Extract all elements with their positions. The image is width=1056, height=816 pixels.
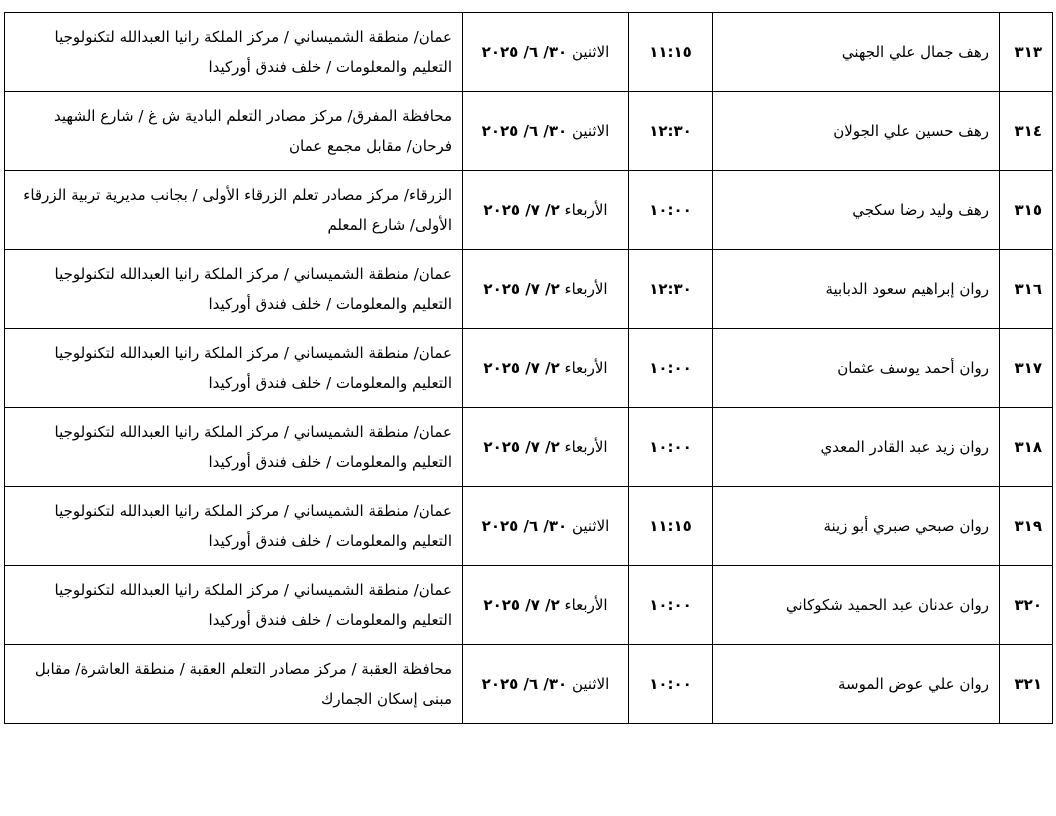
- row-number: ٣١٣: [1000, 13, 1053, 92]
- table-row: [5, 171, 1053, 250]
- exam-date-value: ٢/ ٧/ ٢٠٢٥: [483, 359, 560, 377]
- candidate-name: روان عدنان عبد الحميد شكوكاني: [713, 566, 1000, 645]
- exam-day: الأربعاء: [564, 201, 608, 219]
- table-row: [5, 487, 1053, 566]
- exam-date-value: ٣٠/ ٦/ ٢٠٢٥: [481, 675, 568, 693]
- candidate-name: روان صبحي صبري أبو زينة: [713, 487, 1000, 566]
- exam-date-value: ٢/ ٧/ ٢٠٢٥: [483, 201, 560, 219]
- exam-location: عمان/ منطقة الشميساني / مركز الملكة رانيا العبدالله لتكنولوجيا التعليم والمعلومات / خلف فندق أوركيدا: [5, 408, 463, 487]
- exam-schedule-table: [4, 12, 1053, 724]
- exam-date-value: ٢/ ٧/ ٢٠٢٥: [483, 280, 560, 298]
- candidate-name: رهف وليد رضا سكجي: [713, 171, 1000, 250]
- row-number: ٣١٨: [1000, 408, 1053, 487]
- exam-location: محافظة المفرق/ مركز مصادر التعلم البادية ش غ / شارع الشهيد فرحان/ مقابل مجمع عمان: [5, 92, 463, 171]
- exam-date: [463, 408, 629, 487]
- exam-time: ١٠:٠٠: [629, 645, 713, 724]
- candidate-name: رهف حسين علي الجولان: [713, 92, 1000, 171]
- exam-date: [463, 487, 629, 566]
- exam-day: الاثنين: [571, 122, 610, 140]
- table-row: [5, 408, 1053, 487]
- candidate-name: روان زيد عبد القادر المعدي: [713, 408, 1000, 487]
- exam-date: [463, 329, 629, 408]
- exam-date: [463, 92, 629, 171]
- exam-time: ١٠:٠٠: [629, 566, 713, 645]
- exam-day: الاثنين: [571, 43, 610, 61]
- exam-date: [463, 13, 629, 92]
- exam-time: ١٢:٣٠: [629, 92, 713, 171]
- row-number: ٣١٩: [1000, 487, 1053, 566]
- table-row: [5, 92, 1053, 171]
- exam-time: ١٢:٣٠: [629, 250, 713, 329]
- exam-location: عمان/ منطقة الشميساني / مركز الملكة رانيا العبدالله لتكنولوجيا التعليم والمعلومات / خلف فندق أوركيدا: [5, 566, 463, 645]
- row-number: ٣٢١: [1000, 645, 1053, 724]
- exam-day: الأربعاء: [564, 438, 608, 456]
- exam-date: [463, 645, 629, 724]
- exam-location: عمان/ منطقة الشميساني / مركز الملكة رانيا العبدالله لتكنولوجيا التعليم والمعلومات / خلف فندق أوركيدا: [5, 329, 463, 408]
- exam-day: الأربعاء: [564, 596, 608, 614]
- exam-time: ١٠:٠٠: [629, 171, 713, 250]
- exam-date: [463, 250, 629, 329]
- candidate-name: روان علي عوض الموسة: [713, 645, 1000, 724]
- exam-time: ١١:١٥: [629, 487, 713, 566]
- exam-location: عمان/ منطقة الشميساني / مركز الملكة رانيا العبدالله لتكنولوجيا التعليم والمعلومات / خلف فندق أوركيدا: [5, 250, 463, 329]
- exam-date-value: ٢/ ٧/ ٢٠٢٥: [483, 596, 560, 614]
- row-number: ٣١٦: [1000, 250, 1053, 329]
- exam-date: [463, 566, 629, 645]
- exam-time: ١٠:٠٠: [629, 329, 713, 408]
- exam-date-value: ٣٠/ ٦/ ٢٠٢٥: [481, 43, 568, 61]
- candidate-name: رهف جمال علي الجهني: [713, 13, 1000, 92]
- row-number: ٣٢٠: [1000, 566, 1053, 645]
- exam-date-value: ٢/ ٧/ ٢٠٢٥: [483, 438, 560, 456]
- exam-location: الزرقاء/ مركز مصادر تعلم الزرقاء الأولى / بجانب مديرية تربية الزرقاء الأولى/ شارع المعلم: [5, 171, 463, 250]
- exam-location: محافظة العقبة / مركز مصادر التعلم العقبة / منطقة العاشرة/ مقابل مبنى إسكان الجمارك: [5, 645, 463, 724]
- exam-time: ١١:١٥: [629, 13, 713, 92]
- table-row: [5, 566, 1053, 645]
- table-row: [5, 250, 1053, 329]
- schedule-sheet: [4, 12, 1052, 724]
- table-row: [5, 13, 1053, 92]
- row-number: ٣١٧: [1000, 329, 1053, 408]
- exam-location: عمان/ منطقة الشميساني / مركز الملكة رانيا العبدالله لتكنولوجيا التعليم والمعلومات / خلف فندق أوركيدا: [5, 13, 463, 92]
- candidate-name: روان أحمد يوسف عثمان: [713, 329, 1000, 408]
- row-number: ٣١٤: [1000, 92, 1053, 171]
- exam-day: الاثنين: [571, 675, 610, 693]
- exam-date-value: ٣٠/ ٦/ ٢٠٢٥: [481, 122, 568, 140]
- exam-time: ١٠:٠٠: [629, 408, 713, 487]
- exam-date-value: ٣٠/ ٦/ ٢٠٢٥: [481, 517, 568, 535]
- table-row: [5, 329, 1053, 408]
- exam-location: عمان/ منطقة الشميساني / مركز الملكة رانيا العبدالله لتكنولوجيا التعليم والمعلومات / خلف فندق أوركيدا: [5, 487, 463, 566]
- exam-date: [463, 171, 629, 250]
- row-number: ٣١٥: [1000, 171, 1053, 250]
- exam-day: الأربعاء: [564, 359, 608, 377]
- exam-day: الاثنين: [571, 517, 610, 535]
- candidate-name: روان إبراهيم سعود الدبابية: [713, 250, 1000, 329]
- exam-day: الأربعاء: [564, 280, 608, 298]
- table-row: [5, 645, 1053, 724]
